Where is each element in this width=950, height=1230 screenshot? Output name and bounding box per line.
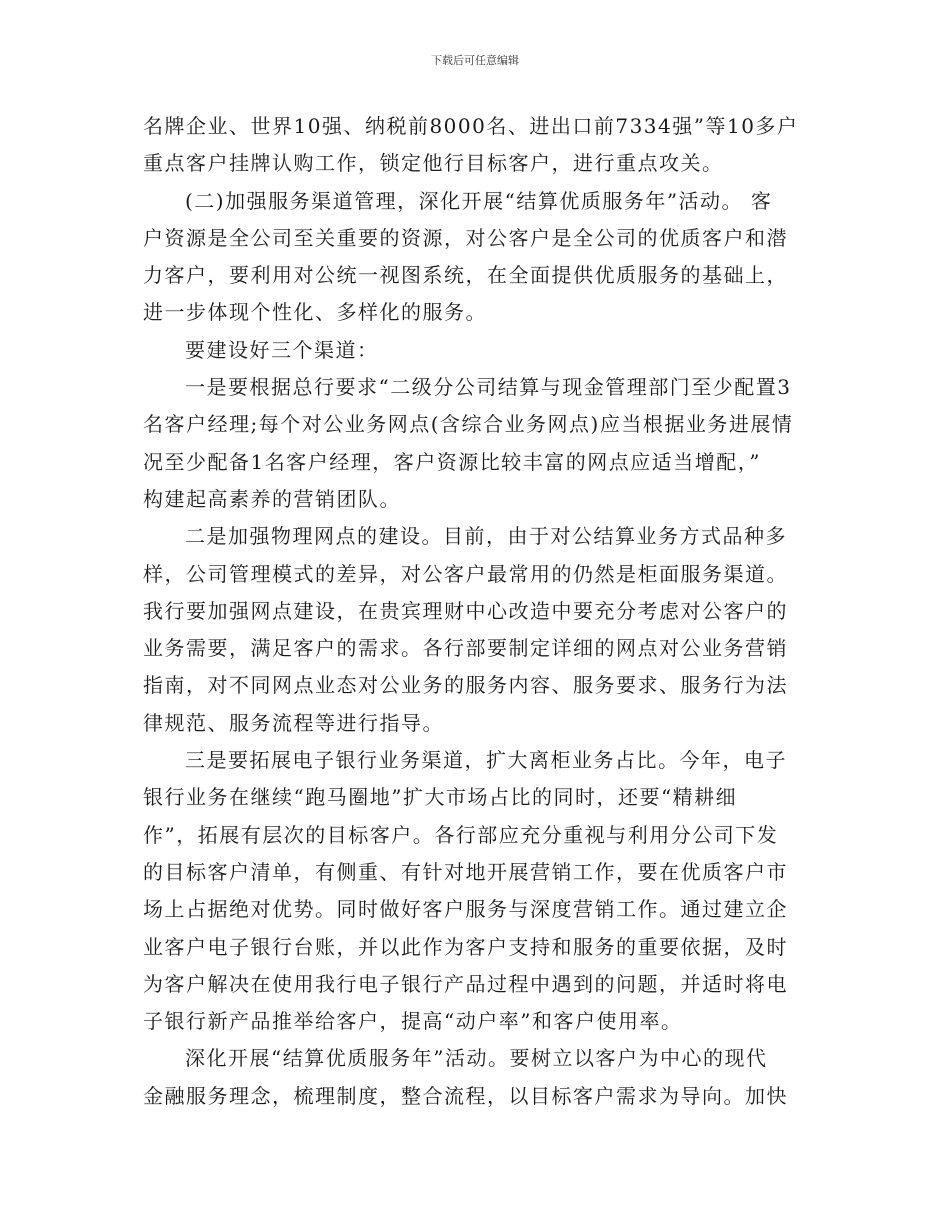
text-line: 进一步体现个性化、多样化的服务。: [143, 300, 487, 325]
text-line: 银行业务在继续“跑马圈地”扩大市场占比的同时，还要“精耕细: [143, 785, 738, 810]
text-line: 力客户，要利用对公统一视图系统，在全面提供优质服务的基础上，: [143, 263, 788, 288]
text-line: 三是要拓展电子银行业务渠道，扩大离柜业务占比。今年，电子: [185, 748, 787, 773]
text-line: 我行要加强网点建设，在贵宾理财中心改造中要充分考虑对公客户的: [143, 598, 788, 623]
text-line: 要建设好三个渠道：: [185, 337, 379, 362]
text-line: 子银行新产品推举给客户，提高“动户率”和客户使用率。: [143, 1009, 683, 1034]
text-line: 名牌企业、世界10强、纳税前8000名、进出口前7334强”等10多户: [143, 114, 799, 138]
text-line: 律规范、服务流程等进行指导。: [143, 710, 444, 735]
document-body: [143, 108, 809, 1115]
text-line: 指南，对不同网点业态对公业务的服务内容、服务要求、服务行为法: [143, 673, 788, 698]
page-header: 下载后可任意编辑: [431, 54, 519, 67]
text-line: 户资源是全公司至关重要的资源，对公客户是全公司的优质客户和潜: [143, 225, 788, 250]
text-line: 金融服务理念，梳理制度，整合流程，以目标客户需求为导向。加快: [143, 1083, 788, 1108]
text-line: 业客户电子银行台账，并以此作为客户支持和服务的重要依据，及时: [143, 934, 788, 959]
text-line: 作”，拓展有层次的目标客户。各行部应充分重视与利用分公司下发: [143, 822, 779, 847]
text-line: 重点客户挂牌认购工作，锁定他行目标客户，进行重点攻关。: [143, 151, 724, 176]
text-line: 业务需要，满足客户的需求。各行部要制定详细的网点对公业务营销: [143, 636, 788, 661]
text-line: 深化开展“结算优质服务年”活动。要树立以客户为中心的现代: [185, 1046, 768, 1071]
text-line: 二是加强物理网点的建设。目前，由于对公结算业务方式品种多: [185, 524, 787, 549]
text-line: 一是要根据总行要求“二级分公司结算与现金管理部门至少配置3: [185, 375, 792, 400]
text-line: 样，公司管理模式的差异，对公客户最常用的仍然是柜面服务渠道。: [143, 561, 788, 586]
text-line: 况至少配备1名客户经理，客户资源比较丰富的网点应适当增配，”: [143, 449, 761, 474]
text-line: 为客户解决在使用我行电子银行产品过程中遇到的问题，并适时将电: [143, 971, 788, 996]
text-line: 名客户经理;每个对公业务网点(含综合业务网点)应当根据业务进展情: [143, 412, 794, 437]
text-line: (二)加强服务渠道管理，深化开展“结算优质服务年”活动。 客: [185, 188, 773, 213]
text-line: 的目标客户清单，有侧重、有针对地开展营销工作，要在优质客户市: [143, 859, 788, 884]
text-line: 场上占据绝对优势。同时做好客户服务与深度营销工作。通过建立企: [143, 897, 788, 922]
text-line: 构建起高素养的营销团队。: [143, 486, 401, 511]
